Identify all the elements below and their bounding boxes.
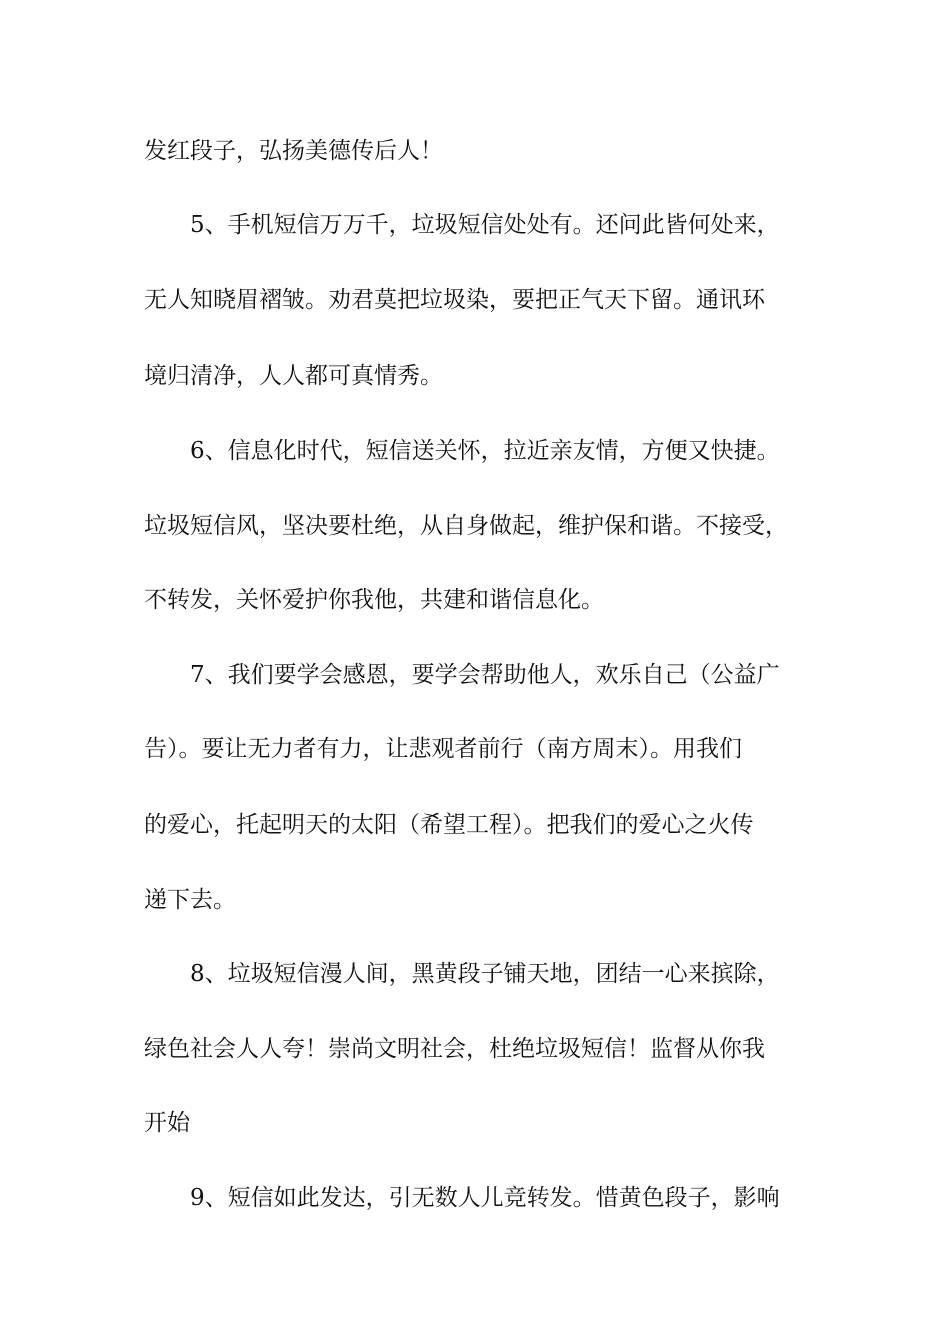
text-line: 发红段子，弘扬美德传后人！	[144, 138, 443, 164]
text-line: 开始	[144, 1110, 190, 1136]
text-line: 告）。要让无力者有力，让悲观者前行（南方周末）。用我们	[144, 736, 742, 762]
text-line: 7、我们要学会感恩，要学会帮助他人，欢乐自己（公益广	[190, 662, 780, 688]
text-line: 6、信息化时代，短信送关怀，拉近亲友情，方便又快捷。	[190, 438, 780, 464]
text-line: 的爱心，托起明天的太阳（希望工程）。把我们的爱心之火传	[144, 812, 754, 838]
text-line: 无人知晓眉褶皱。劝君莫把垃圾染，要把正气天下留。通讯环	[144, 287, 765, 313]
text-line: 不转发，关怀爱护你我他，共建和谐信息化。	[144, 587, 604, 613]
text-line: 垃圾短信风，坚决要杜绝，从自身做起，维护保和谐。不接受，	[144, 513, 788, 539]
text-line: 8、垃圾短信漫人间，黑黄段子铺天地，团结一心来摈除，	[190, 961, 780, 987]
text-line: 递下去。	[144, 887, 236, 913]
text-line: 5、手机短信万万千，垃圾短信处处有。还问此皆何处来，	[190, 212, 780, 238]
text-line: 绿色社会人人夸！崇尚文明社会，杜绝垃圾短信！监督从你我	[144, 1036, 765, 1062]
text-line: 境归清净，人人都可真情秀。	[144, 363, 443, 389]
text-line: 9、短信如此发达，引无数人儿竞转发。惜黄色段子，影响	[190, 1185, 780, 1211]
